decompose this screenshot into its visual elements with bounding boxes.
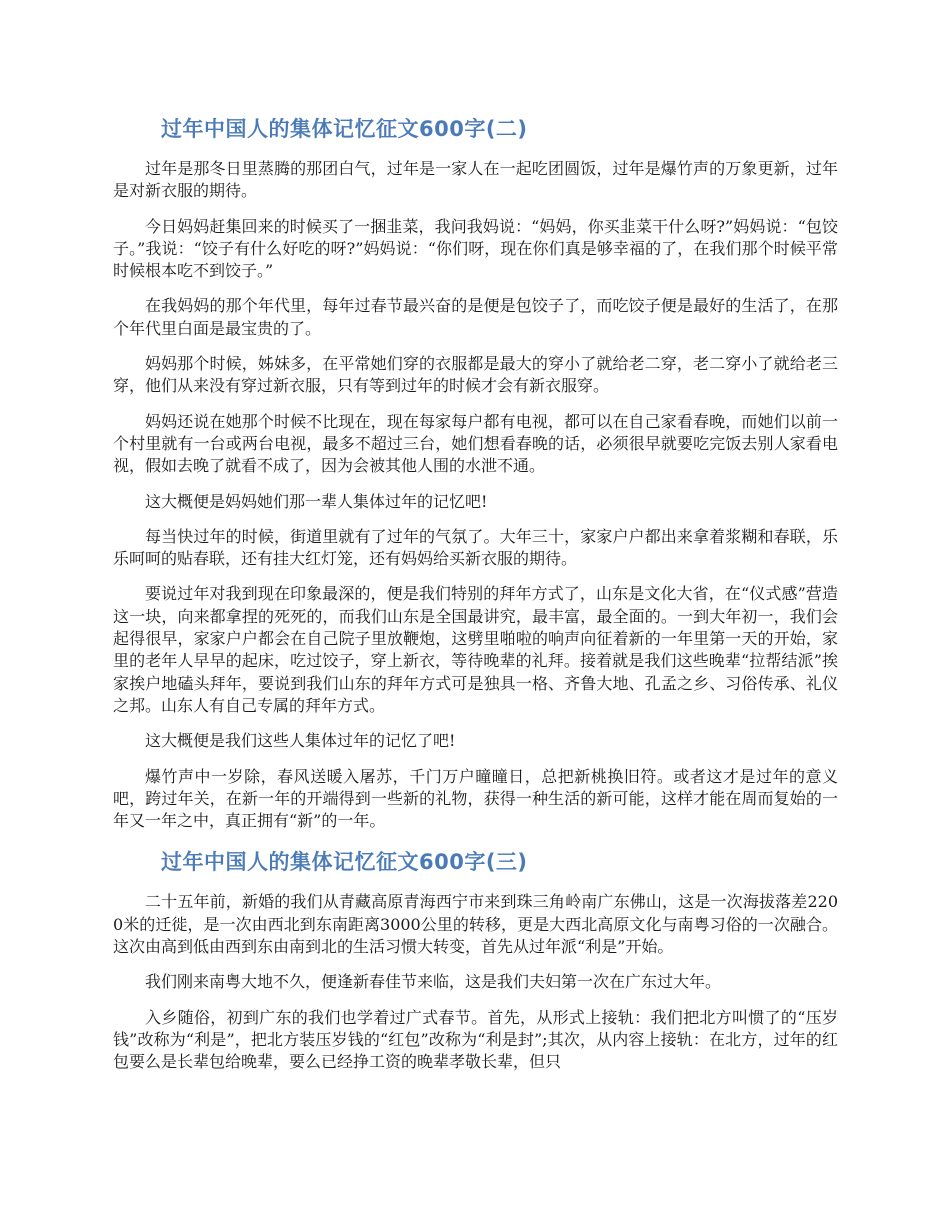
paragraph: 这大概便是妈妈她们那一辈人集体过年的记忆吧! <box>145 491 488 511</box>
paragraph: 每当快过年的时候，街道里就有了过年的气氛了。大年三十，家家户户都出来拿着浆糊和春联，乐乐呵呵的贴春联，还有挂大红灯笼，还有妈妈给买新衣服的期待。 <box>113 526 838 569</box>
section-heading: 过年中国人的集体记忆征文600字(二) <box>161 117 528 141</box>
paragraph: 妈妈那个时候，姊妹多，在平常她们穿的衣服都是最大的穿小了就给老二穿，老二穿小了就给老三穿，他们从来没有穿过新衣服，只有等到过年的时候才会有新衣服穿。 <box>113 354 838 396</box>
paragraph: 在我妈妈的那个年代里，每年过春节最兴奋的是便是包饺子了，而吃饺子便是最好的生活了，在那个年代里白面是最宝贵的了。 <box>113 296 838 338</box>
paragraph: 今日妈妈赶集回来的时候买了一捆韭菜，我问我妈说：“妈妈，你买韭菜干什么呀?”妈妈说：“包饺子。”我说：“饺子有什么好吃的呀?”妈妈说：“你们呀，现在你们真是够幸福的了，在我们那个时候平常时候根本吃不到饺子。” <box>113 216 838 281</box>
section-heading: 过年中国人的集体记忆征文600字(三) <box>161 850 528 875</box>
paragraph: 过年是那冬日里蒸腾的那团白气，过年是一家人在一起吃团圆饭，过年是爆竹声的万象更新，过年是对新衣服的期待。 <box>113 159 838 201</box>
paragraph: 妈妈还说在她那个时候不比现在，现在每家每户都有电视，都可以在自己家看春晚，而她们以前一个村里就有一台或两台电视，最多不超过三台，她们想看春晚的话，必须很早就要吃完饭去别人家看电视，假如去晚了就看不成了，因为会被其他人围的水泄不通。 <box>113 411 838 476</box>
paragraph: 入乡随俗，初到广东的我们也学着过广式春节。首先，从形式上接轨：我们把北方叫惯了的“压岁钱”改称为“利是”，把北方装压岁钱的“红包”改称为“利是封”;其次，从内容上接轨：在北方，过年的红包要么是长辈包给晚辈，要么已经挣工资的晚辈孝敬长辈，但只 <box>113 1007 838 1072</box>
paragraph: 爆竹声中一岁除，春风送暖入屠苏，千门万户曈曈日，总把新桃换旧符。或者这才是过年的意义吧，跨过年关，在新一年的开端得到一些新的礼物，获得一种生活的新可能，这样才能在周而复始的一年又一年之中，真正拥有“新”的一年。 <box>113 766 838 831</box>
paragraph: 要说过年对我到现在印象最深的，便是我们特别的拜年方式了，山东是文化大省，在“仪式感”营造这一块，向来都拿捏的死死的，而我们山东是全国最讲究，最丰富，最全面的。一到大年初一，我们会起得很早，家家户户都会在自己院子里放鞭炮，这劈里啪啦的响声向征着新的一年里第一天的开始，家里的老年人早早的起床，吃过饺子，穿上新衣，等待晚辈的礼拜。接着就是我们这些晚辈“拉帮结派”挨家挨户地磕头拜年，要说到我们山东的拜年方式可是独具一格、齐鲁大地、孔孟之乡、习俗传承、礼仪之邦。山东人有自己专属的拜年方式。 <box>113 584 838 715</box>
document-page <box>113 112 838 1087</box>
paragraph: 二十五年前，新婚的我们从青藏高原青海西宁市来到珠三角岭南广东佛山，这是一次海拔落差2200米的迁徙，是一次由西北到东南距离3000公里的转移，更是大西北高原文化与南粤习俗的一次融合。这次由高到低由西到东由南到北的生活习惯大转变，首先从过年派“利是”开始。 <box>113 892 838 957</box>
paragraph: 这大概便是我们这些人集体过年的记忆了吧! <box>145 731 456 751</box>
paragraph: 我们刚来南粤大地不久，便逢新春佳节来临，这是我们夫妇第一次在广东过大年。 <box>145 972 722 992</box>
